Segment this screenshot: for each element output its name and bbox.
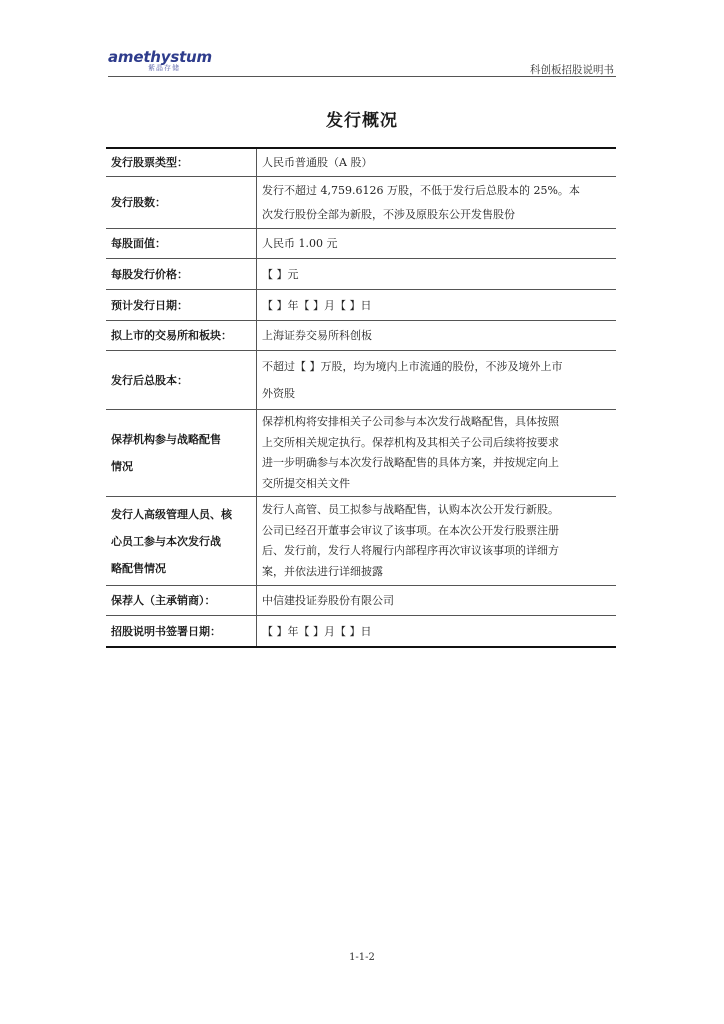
table-row bbox=[106, 351, 616, 410]
row-value: 【 】年【 】月【 】日 bbox=[257, 616, 617, 648]
row-value: 上海证券交易所科创板 bbox=[257, 321, 617, 351]
row-label: 每股发行价格： bbox=[106, 259, 257, 290]
value-line: 案，并依法进行详细披露 bbox=[262, 564, 383, 578]
row-label: 保荐人（主承销商）： bbox=[106, 586, 257, 616]
value-line: 发行人高管、员工拟参与战略配售，认购本次公开发行新股。 bbox=[262, 503, 559, 516]
value-line: 后、发行前，发行人将履行内部程序再次审议该事项的详细方 bbox=[262, 544, 559, 557]
offering-overview-table bbox=[106, 147, 616, 648]
label-line: 保荐机构参与战略配售 bbox=[111, 433, 221, 446]
logo-subtext: 紫晶存储 bbox=[148, 64, 180, 72]
row-label: 拟上市的交易所和板块： bbox=[106, 321, 257, 351]
value-line: 次发行股份全部为新股，不涉及原股东公开发售股份 bbox=[262, 207, 515, 221]
table-row bbox=[106, 177, 616, 229]
table-row bbox=[106, 586, 616, 616]
value-line: 发行不超过 4,759.6126 万股，不低于发行后总股本的 25%。本 bbox=[262, 183, 580, 197]
value-line: 外资股 bbox=[262, 387, 295, 400]
label-line: 心员工参与本次发行战 bbox=[111, 534, 221, 548]
value-line: 公司已经召开董事会审议了该事项。在本次公开发行股票注册 bbox=[262, 523, 559, 537]
page-number: 1-1-2 bbox=[349, 952, 375, 963]
label-line: 发行人高级管理人员、核 bbox=[111, 507, 232, 521]
company-logo bbox=[108, 50, 212, 73]
table-row bbox=[106, 321, 616, 351]
table-row bbox=[106, 497, 616, 586]
table-row bbox=[106, 290, 616, 321]
row-value: 【 】年【 】月【 】日 bbox=[257, 290, 617, 321]
row-label bbox=[106, 497, 257, 586]
value-line: 不超过【 】万股，均为境内上市流通的股份，不涉及境外上市 bbox=[262, 360, 563, 373]
label-line: 略配售情况 bbox=[111, 561, 166, 575]
table-row bbox=[106, 410, 616, 497]
value-line: 进一步明确参与本次发行战略配售的具体方案，并按规定向上 bbox=[262, 456, 559, 469]
table-row bbox=[106, 259, 616, 290]
row-value bbox=[257, 410, 617, 497]
table-row bbox=[106, 148, 616, 177]
row-value: 中信建投证券股份有限公司 bbox=[257, 586, 617, 616]
row-label: 预计发行日期： bbox=[106, 290, 257, 321]
row-value bbox=[257, 497, 617, 586]
row-value: 人民币 1.00 元 bbox=[257, 229, 617, 259]
value-line: 上交所相关规定执行。保荐机构及其相关子公司后续将按要求 bbox=[262, 435, 559, 449]
value-line: 交所提交相关文件 bbox=[262, 476, 350, 490]
logo-text: amethystum bbox=[108, 48, 212, 66]
row-label: 每股面值： bbox=[106, 229, 257, 259]
page-header bbox=[108, 48, 616, 77]
row-value bbox=[257, 177, 617, 229]
row-label: 招股说明书签署日期： bbox=[106, 616, 257, 648]
value-line: 保荐机构将安排相关子公司参与本次发行战略配售，具体按照 bbox=[262, 415, 559, 428]
label-line: 情况 bbox=[111, 460, 133, 473]
table-row bbox=[106, 229, 616, 259]
document-type: 科创板招股说明书 bbox=[530, 64, 614, 76]
table-row bbox=[106, 616, 616, 648]
page-title: 发行概况 bbox=[326, 111, 398, 131]
row-label: 发行后总股本： bbox=[106, 351, 257, 410]
row-label bbox=[106, 410, 257, 497]
row-label: 发行股票类型： bbox=[106, 148, 257, 177]
row-value: 人民币普通股（A 股） bbox=[262, 156, 373, 169]
row-label: 发行股数： bbox=[106, 177, 257, 229]
row-value: 【 】元 bbox=[257, 259, 617, 290]
row-value bbox=[257, 351, 617, 410]
